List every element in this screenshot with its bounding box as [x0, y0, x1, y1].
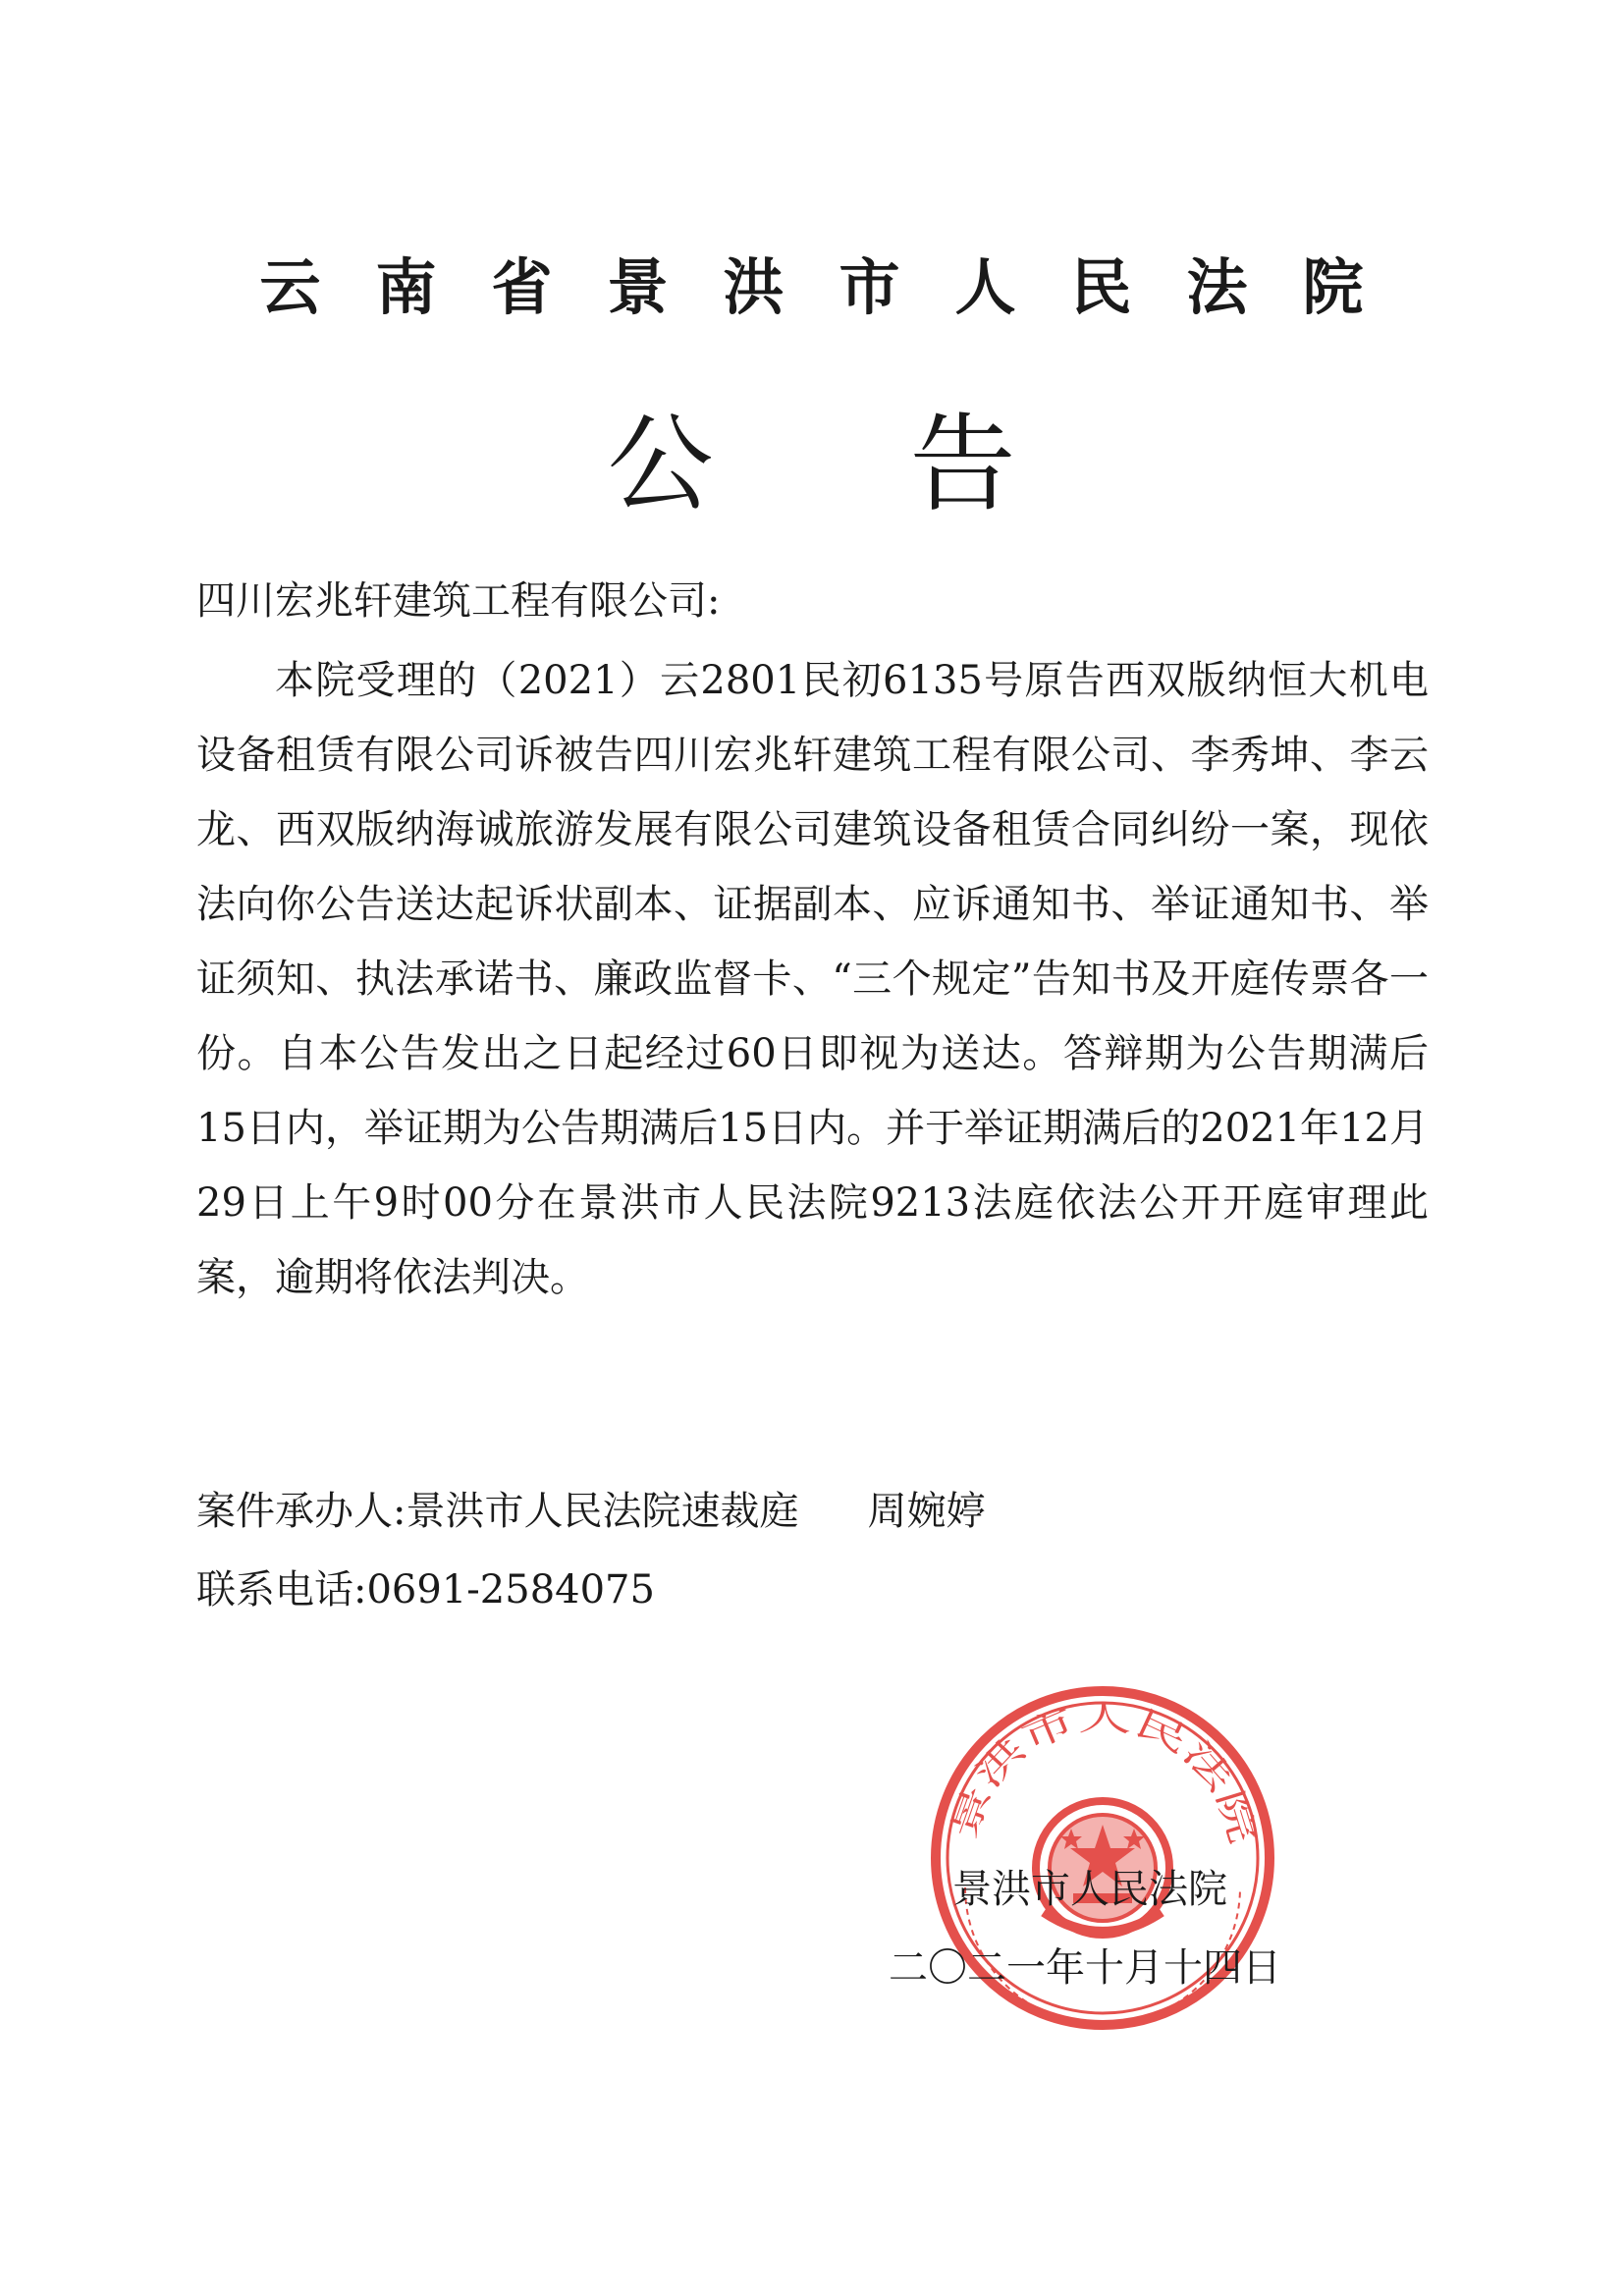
handler-label: 案件承办人: [196, 1489, 406, 1534]
signing-date: 二〇二一年十月十四日 [889, 1945, 1281, 1991]
phone-label: 联系电话: [196, 1567, 367, 1613]
addressee: 四川宏兆轩建筑工程有限公司: [196, 578, 721, 624]
seal-ring-text: 景洪市人民法院 [944, 1698, 1258, 1844]
notice-body: 本院受理的（2021）云2801民初6135号原告西双版纳恒大机电设备租赁有限公司诉被告四川宏兆轩建筑工程有限公司、李秀坤、李云龙、西双版纳海诚旅游发展有限公司建筑设备租赁合同纠纷一案，现依法向你公告送达起诉状副本、证据副本、应诉通知书、举证通知书、举证须知、执法承诺书、廉政监督卡、“三个规定”告知书及开庭传票各一份。自本公告发出之日起经过60日即视为送达。答辩期为公告期满后15日内，举证期为公告期满后15日内。并于举证期满后的2021年12月29日上午9时00分在景洪市人民法院9213法庭依法公开开庭审理此案，逾期将依法判决。 [196, 658, 1429, 1300]
document-title: 公告 [607, 404, 1213, 526]
court-name-heading: 云南省景洪市人民法院 [259, 251, 1419, 323]
handler-unit: 景洪市人民法院速裁庭 [406, 1489, 799, 1534]
handler-name: 周婉婷 [867, 1489, 986, 1534]
case-handler-line [196, 1488, 985, 1535]
contact-phone-line [196, 1566, 655, 1613]
signing-court: 景洪市人民法院 [952, 1867, 1227, 1912]
phone-number: 0691-2584075 [366, 1567, 655, 1613]
